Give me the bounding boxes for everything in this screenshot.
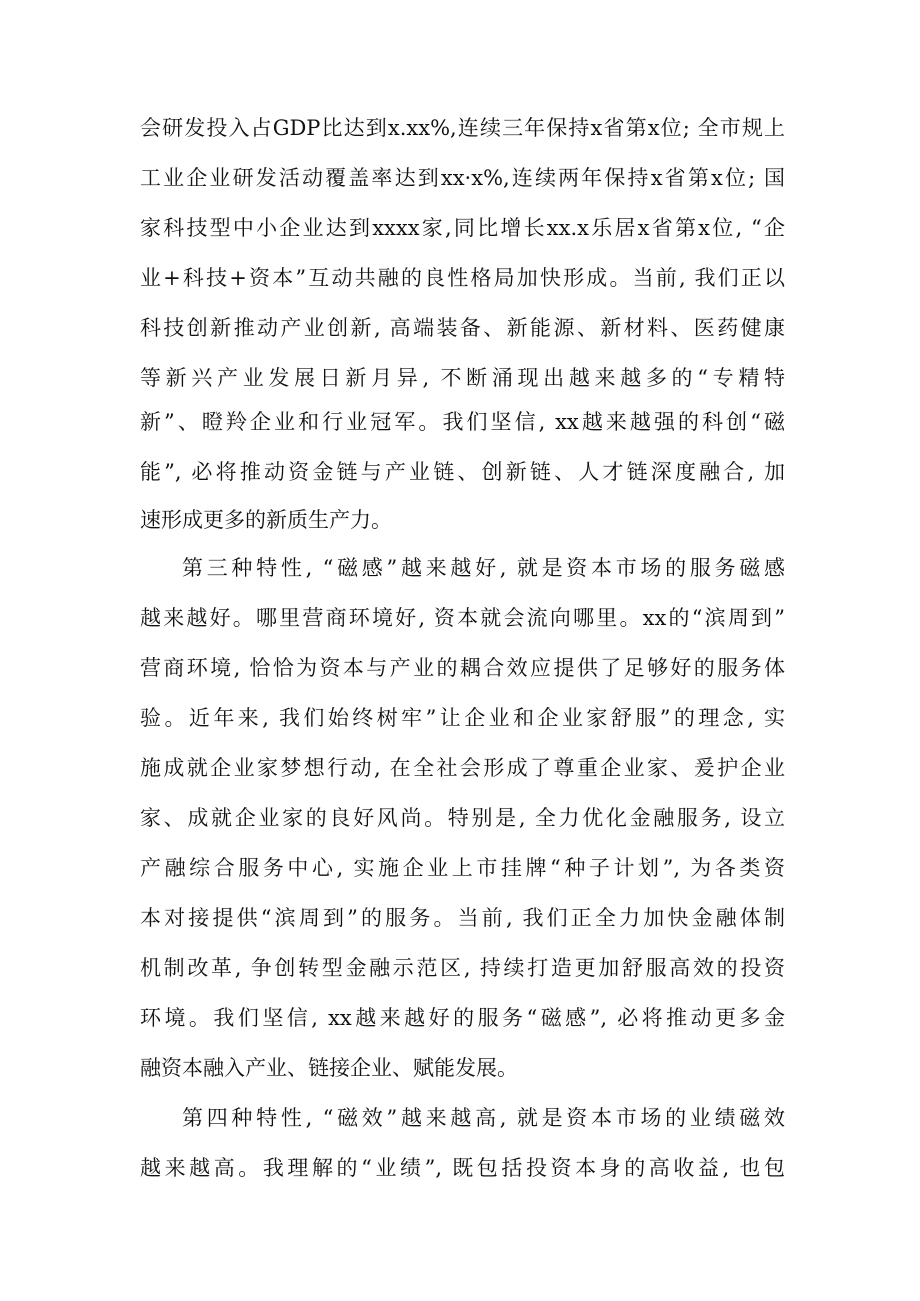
text-line: 越来越高。我理解的“业绩”, 既包括投资本身的高收益, 也包 bbox=[140, 1156, 785, 1180]
text-line: 家、成就企业家的良好风尚。特别是, 全力优化金融服务, 设立 bbox=[140, 806, 785, 830]
text-line: 新”、瞪羚企业和行业冠军。我们坚信, xx越来越强的科创“磁 bbox=[140, 410, 785, 434]
text-line: 业+科技+资本”互动共融的良性格局加快形成。当前, 我们正以 bbox=[140, 266, 785, 290]
text-line: 本对接提供“滨周到”的服务。当前, 我们正全力加快金融体制 bbox=[140, 906, 785, 930]
text-line: 融资本融入产业、链接企业、赋能发展。 bbox=[140, 1056, 518, 1080]
text-line: 施成就企业家梦想行动, 在全社会形成了尊重企业家、爰护企业 bbox=[140, 756, 785, 780]
text-line: 环境。我们坚信, xx越来越好的服务“磁感”, 必将推动更多金 bbox=[140, 1006, 785, 1030]
text-line: 产融综合服务中心, 实施企业上市挂牌“种子计划”, 为各类资 bbox=[140, 856, 785, 880]
text-line: 能”, 必将推动资金链与产业链、创新链、人才链深度融合, 加 bbox=[140, 460, 785, 484]
text-line: 科技创新推动产业创新, 高端装备、新能源、新材料、医药健康 bbox=[140, 316, 785, 340]
text-line: 速形成更多的新质生产力。 bbox=[140, 508, 392, 532]
text-line: 家科技型中小企业达到xxxx家,同比增长xx.x乐居x省第x位, “企 bbox=[140, 216, 785, 240]
text-line: 验。近年来, 我们始终树牢”让企业和企业家舒服”的理念, 实 bbox=[140, 706, 785, 730]
text-line: 工业企业研发活动覆盖率达到xx·x%,连续两年保持x省第x位; 国 bbox=[140, 166, 785, 190]
text-line: 机制改革, 争创转型金融示范区, 持续打造更加舒服高效的投资 bbox=[140, 956, 785, 980]
paragraph-first-line: 第三种特性, “磁感”越来越好, 就是资本市场的服务磁感 bbox=[182, 556, 785, 580]
text-line: 会研发投入占GDP比达到x.xx%,连续三年保持x省第x位; 全市规上 bbox=[140, 116, 785, 140]
paragraph-first-line: 第四种特性, “磁效”越来越高, 就是资本市场的业绩磁效 bbox=[182, 1106, 785, 1130]
text-line: 等新兴产业发展日新月异, 不断涌现出越来越多的“专精特 bbox=[140, 366, 785, 390]
text-line: 越来越好。哪里营商环境好, 资本就会流向哪里。xx的“滨周到” bbox=[140, 606, 785, 630]
text-line: 营商环境, 恰恰为资本与产业的耦合效应提供了足够好的服务体 bbox=[140, 656, 785, 680]
